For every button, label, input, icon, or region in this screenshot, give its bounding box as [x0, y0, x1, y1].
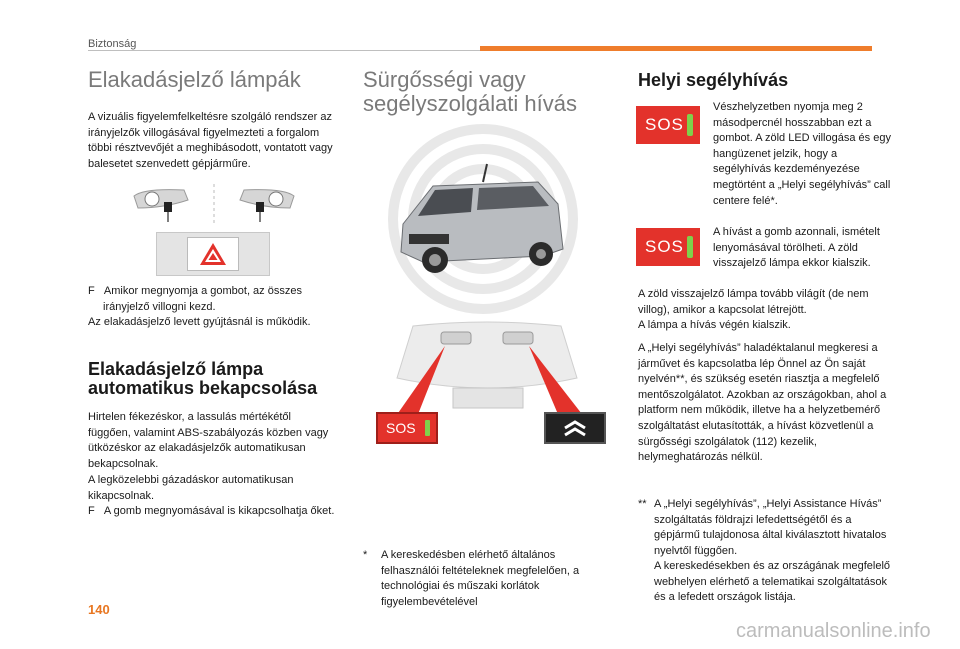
- section-label: Biztonság: [88, 38, 137, 50]
- hazard-button[interactable]: [187, 237, 239, 271]
- sos-led-icon: [425, 420, 430, 436]
- hazard-ignition-note: Az elakadásjelző levett gyújtásnál is működik.: [88, 316, 311, 328]
- hazard-bullet-1: F Amikor megnyomja a gombot, az összes irányjelző villogni kezd.: [88, 285, 302, 313]
- mirror-illustration: [124, 182, 304, 226]
- sos-led-icon: [687, 114, 693, 136]
- watermark: carmanualsonline.info: [736, 620, 931, 642]
- local-call-led-note: A zöld visszajelző lámpa tovább világít (de nem villog), amikor a kapcsolat létrejött.: [638, 288, 869, 316]
- auto-hazard-text-1: Hirtelen fékezéskor, a lassulás mértékétől függően, valamint ABS-szabályozás közben vagy ütközéskor az elakadásjelzők automatikusan bekapcsolnak.: [88, 411, 329, 470]
- hazard-triangle-icon: [198, 241, 228, 267]
- auto-hazard-bullet: F A gomb megnyomásával is kikapcsolhatja őket.: [88, 505, 335, 517]
- hazard-button-panel: [156, 232, 270, 276]
- sos-led-icon: [687, 236, 693, 258]
- footnote-mark-double: **: [638, 498, 647, 510]
- header-accent-bar: [480, 46, 872, 51]
- footnote-double-star-2: A kereskedésekben és az országának megfelelő webhelyen elérhető a telematikai szolgáltatások és a lefedett országok listája.: [654, 560, 891, 604]
- page-number: 140: [88, 602, 110, 617]
- auto-hazard-text-2: A legközelebbi gázadáskor automatikusan kikapcsolnak.: [88, 474, 294, 502]
- sos-instruction-1: Vészhelyzetben nyomja meg 2 másodpercnél hosszabban ezt a gombot. A zöld LED villogása és egy hangüzenet jelzik, hogy a segélyhívás kezdeményezése megtörtént a „Helyi segélyhívás” call centere felé*.: [713, 101, 891, 207]
- sos-button-1[interactable]: [636, 106, 700, 144]
- assistance-button[interactable]: [544, 412, 606, 444]
- title-auto-hazard: Elakadásjelző lámpa automatikus bekapcsolása: [88, 359, 318, 398]
- hazard-intro: A vizuális figyelemfelkeltésre szolgáló rendszer az irányjelzők villogásával figyelmezteti a forgalom többi résztvevőjét a meghibásodott, vontatott vagy balesetet szenvedett gépjárműre.: [88, 111, 333, 170]
- citroen-chevron-icon: [562, 418, 588, 438]
- bullet-arrow-icon: F: [88, 285, 104, 297]
- footnote-mark: *: [363, 549, 368, 561]
- sos-button-illustration[interactable]: [376, 412, 438, 444]
- van-illustration: [363, 124, 613, 314]
- sos-label: SOS: [386, 420, 416, 436]
- sos-button-2[interactable]: [636, 228, 700, 266]
- title-local-emergency: Helyi segélyhívás: [638, 70, 789, 90]
- bullet-arrow-icon: F: [88, 505, 104, 517]
- sos-label: SOS: [645, 237, 684, 256]
- footnote-star: A kereskedésben elérhető általános felhasználói feltételeknek megfelelően, a technológiai és műszaki korlátok figyelembevételével: [381, 549, 580, 608]
- sos-instruction-2: A hívást a gomb azonnali, ismételt lenyomásával törölheti. A zöld visszajelző lámpa ekkor kialszik.: [713, 226, 880, 270]
- footnote-double-star-1: A „Helyi segélyhívás”, „Helyi Assistance Hívás” szolgáltatás földrajzi lefedettségétől és a gépjármű tulajdonosa által kiválasztott hivatalos nyelvtől függően.: [654, 498, 887, 557]
- sos-label: SOS: [645, 115, 684, 134]
- header-rule: [88, 50, 480, 51]
- title-emergency-call: Sürgősségi vagy segélyszolgálati hívás: [363, 67, 578, 116]
- local-call-description: A „Helyi segélyhívás” haladéktalanul megkeresi a járművet és kapcsolatba lép Önnel az Ön saját nyelvén**, és szükség esetén riasztja a megfelelő mentőszolgálatot. Azokban az országokban, ahol a platform nem működik, illetve ha a helyzetbemérő szolgáltatást elutasították, a hívást közvetlenül a sürgősségi szolgálatok (112) kezelik, helymeghatározás nélkül.: [638, 342, 887, 464]
- title-hazard-lamps: Elakadásjelző lámpák: [88, 67, 301, 92]
- local-call-led-off: A lámpa a hívás végén kialszik.: [638, 319, 791, 331]
